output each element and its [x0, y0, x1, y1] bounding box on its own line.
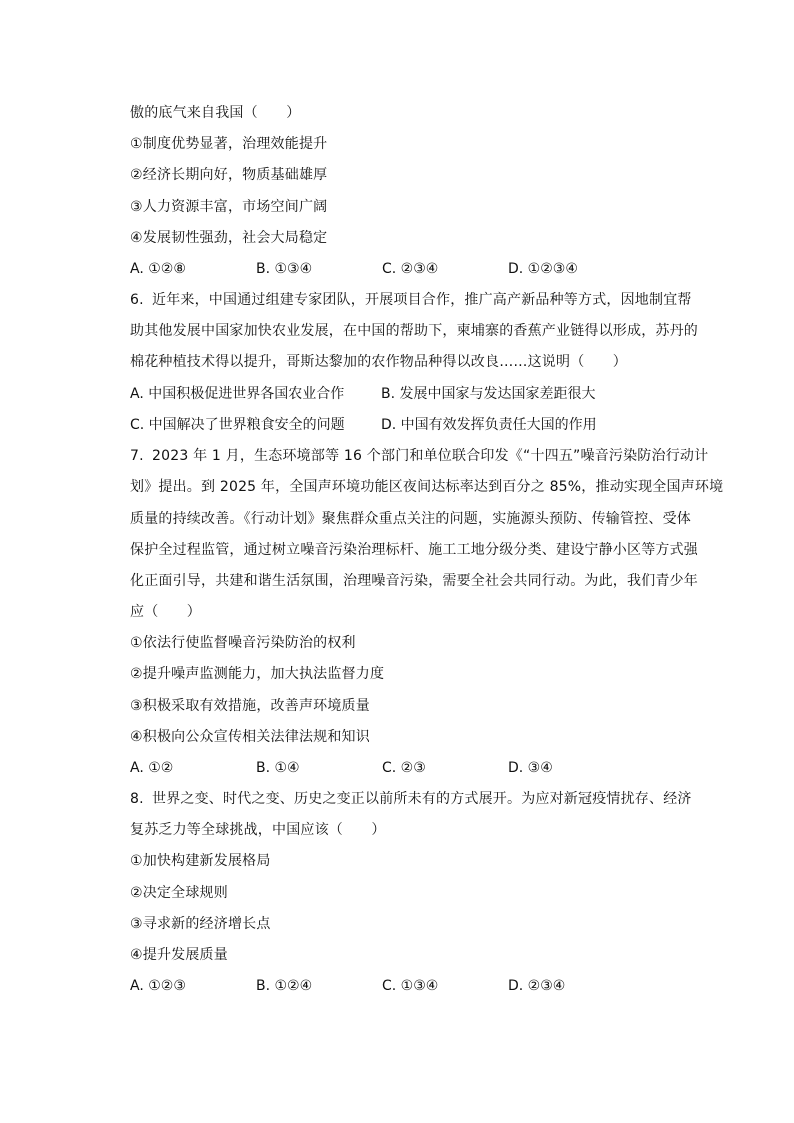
q8-line-2: 复苏乏力等全球挑战，中国应该（ ） — [130, 822, 386, 838]
q6-line-3: 棉花种植技术得以提升，哥斯达黎加的农作物品种得以改良……这说明（ ） — [130, 354, 627, 370]
q8-item-4: ④提升发展质量 — [130, 947, 228, 963]
q7-option-d: D. ③④ — [508, 760, 553, 776]
q7-line-1: 7. 2023 年 1 月，生态环境部等 16 个部门和单位联合印发《“十四五”噪音污染防治行动计 — [130, 448, 709, 464]
q8-option-a: A. ①②③ — [130, 978, 186, 994]
q5-item-1: ①制度优势显著，治理效能提升 — [130, 136, 328, 152]
q7-option-b: B. ①④ — [256, 760, 300, 776]
q7-line-2: 划》提出。到 2025 年，全国声环境功能区夜间达标率达到百分之 85%，推动实现全国声环境 — [130, 479, 724, 495]
q7-option-a: A. ①② — [130, 760, 174, 776]
q6-line-1: 6. 近年来，中国通过组建专家团队，开展项目合作，推广高产新品种等方式，因地制宜帮 — [130, 292, 692, 308]
q8-item-2: ②决定全球规则 — [130, 885, 228, 901]
q5-option-b: B. ①③④ — [256, 261, 313, 277]
q5-item-3: ③人力资源丰富，市场空间广阔 — [130, 199, 328, 215]
q5-item-2: ②经济长期向好，物质基础雄厚 — [130, 167, 328, 183]
q8-line-1: 8. 世界之变、时代之变、历史之变正以前所未有的方式展开。为应对新冠疫情扰存、经济 — [130, 791, 692, 807]
q8-option-c: C. ①③④ — [382, 978, 439, 994]
q6-number: 6. — [130, 292, 144, 308]
q8-option-d: D. ②③④ — [508, 978, 566, 994]
q8-item-3: ③寻求新的经济增长点 — [130, 916, 271, 932]
q7-item-3: ③积极采取有效措施，改善声环境质量 — [130, 698, 370, 714]
q7-item-4: ④积极向公众宣传相关法律法规和知识 — [130, 729, 370, 745]
q7-line-3: 质量的持续改善。《行动计划》聚焦群众重点关注的问题，实施源头预防、传输管控、受体 — [130, 511, 691, 527]
q5-option-a: A. ①②⑧ — [130, 261, 186, 277]
q8-item-1: ①加快构建新发展格局 — [130, 853, 271, 869]
q6-line-2: 助其他发展中国家加快农业发展，在中国的帮助下，柬埔寨的香蕉产业链得以形成，苏丹的 — [130, 323, 698, 339]
q8-number: 8. — [130, 791, 144, 807]
q7-item-1: ①依法行使监督噪音污染防治的权利 — [130, 635, 356, 651]
q7-option-c: C. ②③ — [382, 760, 426, 776]
q5-stem-tail: 傲的底气来自我国（ ） — [130, 105, 301, 121]
q6-option-b: B. 发展中国家与发达国家差距很大 — [381, 386, 596, 402]
q5-item-4: ④发展韧性强劲，社会大局稳定 — [130, 230, 328, 246]
q6-option-a: A. 中国积极促进世界各国农业合作 — [130, 386, 345, 402]
q8-option-b: B. ①②④ — [256, 978, 313, 994]
q7-line-4: 保护全过程监管，通过树立噪音污染治理标杆、施工工地分级分类、建设宁静小区等方式强 — [130, 542, 698, 558]
q7-item-2: ②提升噪声监测能力，加大执法监督力度 — [130, 666, 385, 682]
q6-option-d: D. 中国有效发挥负责任大国的作用 — [381, 417, 597, 433]
q7-number: 7. — [130, 448, 144, 464]
q5-option-d: D. ①②③④ — [508, 261, 578, 277]
q6-option-c: C. 中国解决了世界粮食安全的问题 — [130, 417, 345, 433]
q5-option-c: C. ②③④ — [382, 261, 439, 277]
q7-line-6: 应（ ） — [130, 604, 201, 620]
q7-line-5: 化正面引导，共建和谐生活氛围，治理噪音污染，需要全社会共同行动。为此，我们青少年 — [130, 573, 698, 589]
